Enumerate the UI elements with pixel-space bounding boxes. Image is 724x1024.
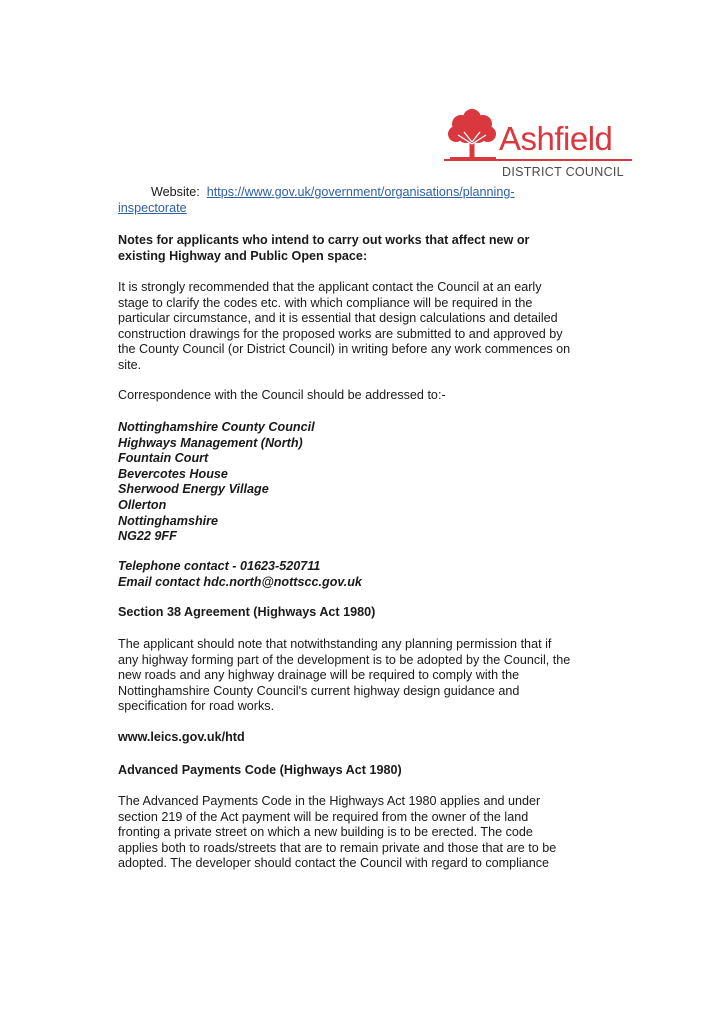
logo-subtitle: DISTRICT COUNCIL	[502, 165, 624, 179]
leics-link: www.leics.gov.uk/htd	[118, 730, 245, 744]
notes-heading	[118, 233, 618, 264]
notes-paragraph	[118, 280, 618, 374]
notes-heading-line: Notes for applicants who intend to carry out works that affect new or	[118, 233, 530, 247]
contact-details	[118, 559, 618, 590]
tree-icon	[444, 104, 500, 160]
logo-divider	[444, 159, 632, 161]
paragraph-line: adopted. The developer should contact the Council with regard to compliance	[118, 856, 550, 871]
paragraph-line: new roads and any highway drainage will be required to comply with the	[118, 668, 520, 683]
paragraph-line: specification for road works.	[118, 699, 275, 714]
paragraph-line: fronting a private street on which a new building is to be erected. The code	[118, 825, 533, 840]
website-label: Website:	[151, 185, 200, 199]
website-line	[118, 185, 618, 216]
paragraph-line: It is strongly recommended that the applicant contact the Council at an early	[118, 280, 542, 294]
paragraph-line: section 219 of the Act payment will be required from the owner of the land	[118, 809, 529, 824]
address-line: Nottinghamshire County Council	[118, 420, 315, 434]
paragraph-line: applies both to roads/streets that are to remain private and those that are to be	[118, 840, 557, 855]
paragraph-line: stage to clarify the codes etc. with which compliance will be required in the	[118, 295, 533, 310]
section38-paragraph	[118, 637, 618, 715]
paragraph-line: the County Council (or District Council) in writing before any work commences on	[118, 342, 571, 357]
advanced-payments-heading: Advanced Payments Code (Highways Act 1980)	[118, 763, 402, 777]
website-link-part2[interactable]: inspectorate	[118, 200, 187, 215]
address-line: Nottinghamshire	[118, 513, 219, 528]
address-line: Ollerton	[118, 497, 167, 512]
paragraph-line: construction drawings for the proposed works are submitted to and approved by	[118, 326, 563, 341]
correspondence-line: Correspondence with the Council should be addressed to:-	[118, 388, 446, 402]
paragraph-line: The Advanced Payments Code in the Highways Act 1980 applies and under	[118, 794, 541, 808]
advanced-payments-paragraph	[118, 794, 618, 872]
website-link-part1[interactable]: https://www.gov.uk/government/organisations/planning-	[206, 185, 515, 199]
email-contact: Email contact hdc.north@nottscc.gov.uk	[118, 574, 362, 589]
notes-heading-line: existing Highway and Public Open space:	[118, 248, 368, 263]
address-line: Fountain Court	[118, 451, 209, 466]
paragraph-line: The applicant should note that notwithstanding any planning permission that if	[118, 637, 552, 651]
address-line: Highways Management (North)	[118, 435, 303, 450]
paragraph-line: Nottinghamshire County Council's current highway design guidance and	[118, 683, 520, 698]
section38-heading: Section 38 Agreement (Highways Act 1980)	[118, 605, 376, 619]
address-line: Bevercotes House	[118, 466, 228, 481]
paragraph-line: particular circumstance, and it is essential that design calculations and detailed	[118, 311, 558, 326]
ashfield-logo	[444, 104, 634, 184]
address-line: Sherwood Energy Village	[118, 482, 269, 497]
logo-name: Ashfield	[499, 120, 613, 157]
paragraph-line: any highway forming part of the development is to be adopted by the Council, the	[118, 652, 571, 667]
telephone-contact: Telephone contact - 01623-520711	[118, 559, 321, 573]
council-address	[118, 420, 618, 545]
address-line: NG22 9FF	[118, 529, 177, 544]
paragraph-line: site.	[118, 357, 142, 372]
